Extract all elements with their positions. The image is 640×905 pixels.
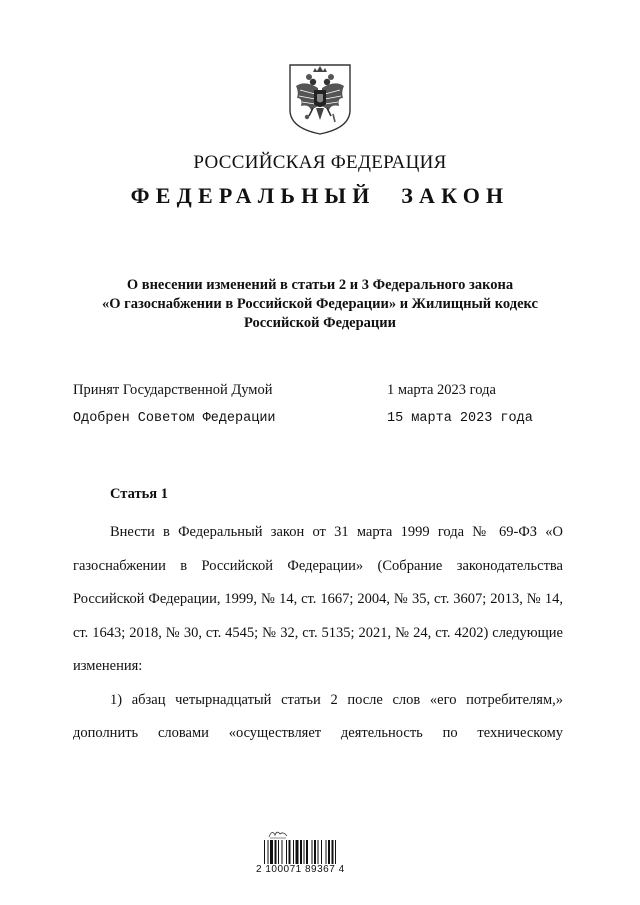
barcode-number: 2 100071 89367 4: [256, 864, 345, 875]
article-body: [73, 516, 563, 751]
country-name: РОССИЙСКАЯ ФЕДЕРАЦИЯ: [193, 152, 447, 173]
adoption-council-label: Одобрен Советом Федерации: [73, 411, 276, 426]
adoption-duma-date: 1 марта 2023 года: [387, 382, 496, 398]
law-title-line: О внесении изменений в статьи 2 и 3 Федерального закона: [126, 277, 514, 293]
article-heading: Статья 1: [110, 486, 168, 502]
adoption-council: [73, 411, 533, 426]
coat-of-arms-icon: [287, 62, 353, 136]
law-title: [70, 276, 570, 333]
adoption-duma: [73, 382, 496, 399]
adoption-council-date: 15 марта 2023 года: [387, 411, 533, 426]
article-paragraph: 1) абзац четырнадцатый статьи 2 после слов «его потребителям,» дополнить словами «осуществляет деятельность по техническому: [73, 691, 563, 741]
adoption-duma-label: Принят Государственной Думой: [73, 382, 273, 398]
document-type: ФЕДЕРАЛЬНЫЙ ЗАКОН: [130, 183, 510, 208]
law-title-line: «О газоснабжении в Российской Федерации» и Жилищный кодекс: [102, 296, 538, 312]
signature-icon: [268, 826, 288, 838]
article-paragraph: Внести в Федеральный закон от 31 марта 1999 года № 69-ФЗ «О газоснабжении в Российской Федерации» (Собрание законодательства Российской Федерации, 1999, № 14, ст. 1667; 2004, № 35, ст. 3607; 2013, № 14, ст. 1643; 2018, № 30, ст. 4545; № 32, ст. 5135; 2021, № 24, ст. 4202) следующие изменения:: [73, 524, 563, 674]
law-title-line: Российской Федерации: [243, 315, 396, 331]
